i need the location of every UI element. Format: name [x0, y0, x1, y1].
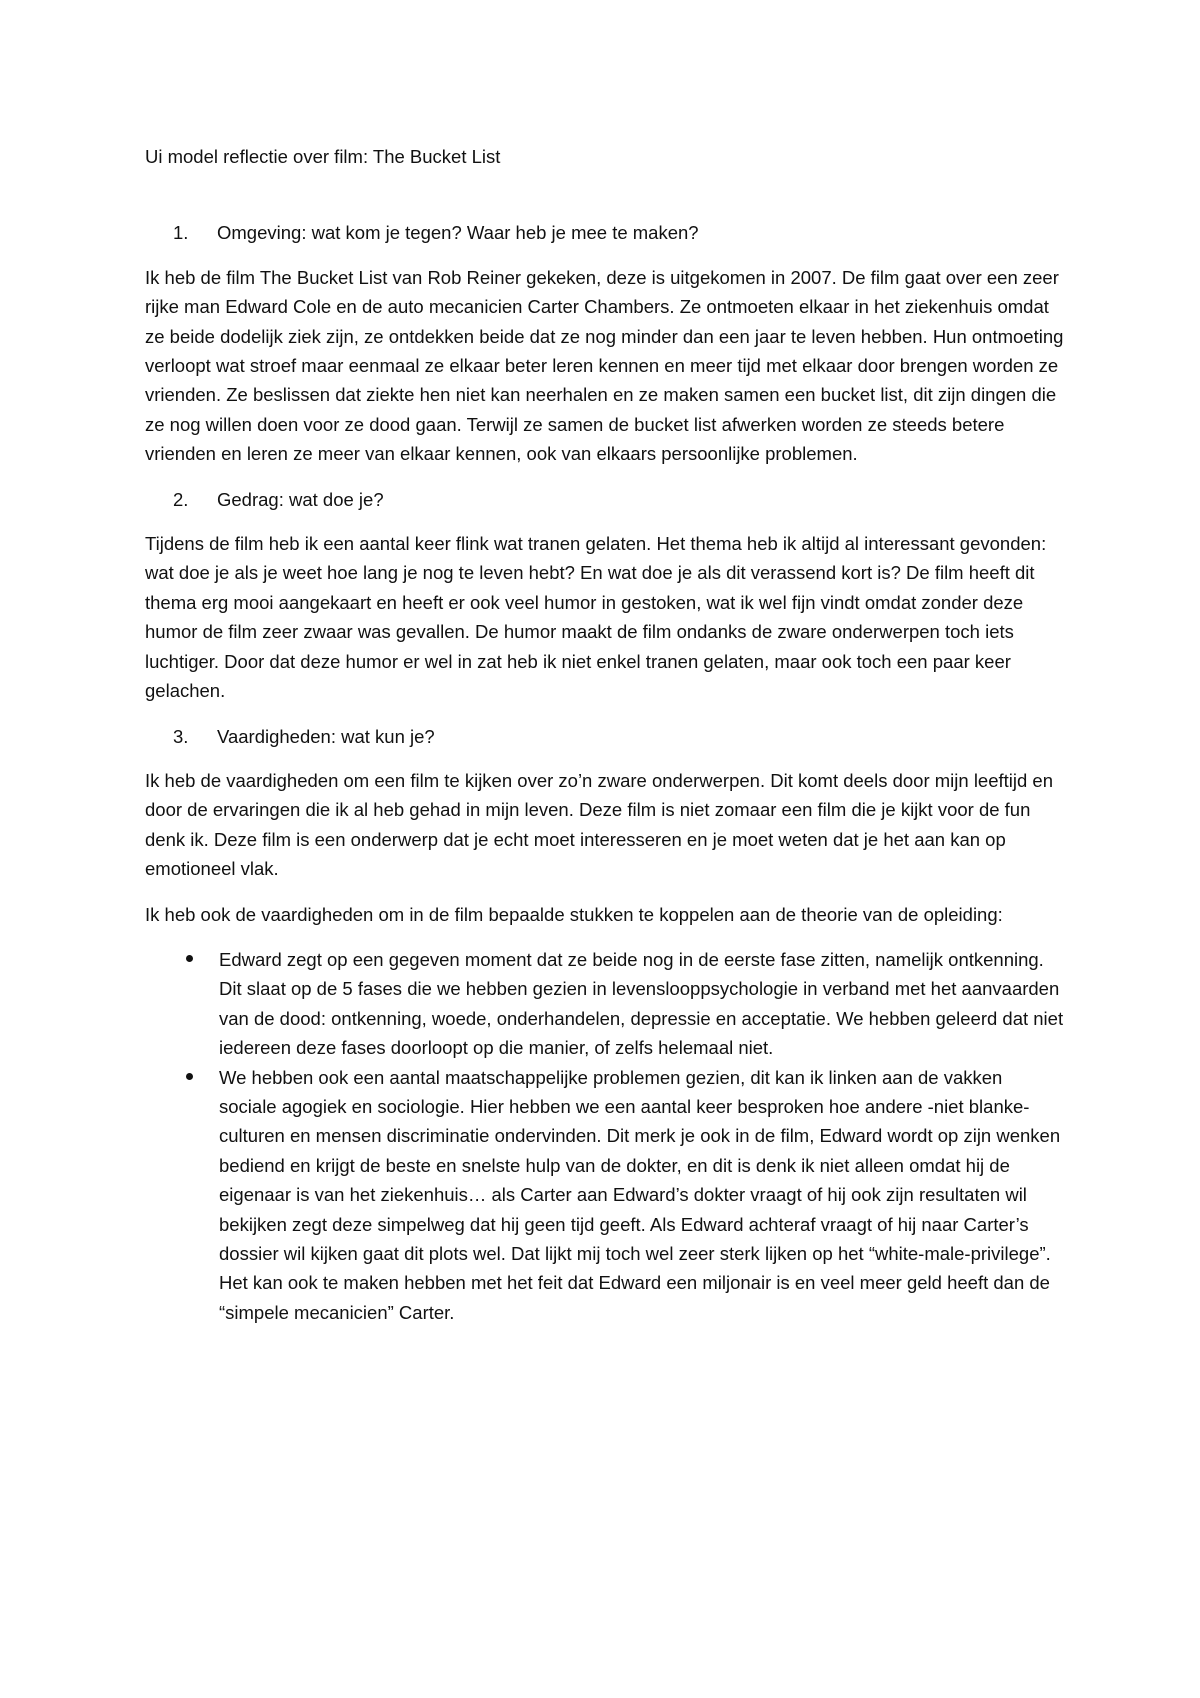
- paragraph: Ik heb de vaardigheden om een film te kijken over zo’n zware onderwerpen. Dit komt deels door mijn leeftijd en door de ervaringen die ik al heb gehad in mijn leven. Deze film is niet zomaar een film die je kijkt voor de fun denk ik. Deze film is een onderwerp dat je echt moet interesseren en je moet weten dat je het aan kan op emotioneel vlak.: [145, 769, 1054, 880]
- paragraph: Ik heb ook de vaardigheden om in de film bepaalde stukken te koppelen aan de theorie van de opleiding:: [145, 903, 1003, 925]
- bullet-dot-icon: [186, 1073, 193, 1080]
- section-heading-text: Omgeving: wat kom je tegen? Waar heb je mee te maken?: [217, 222, 699, 244]
- section-number: 3.: [173, 725, 189, 747]
- document-body: [145, 142, 1065, 1327]
- section-number: 2.: [173, 488, 189, 510]
- section-heading-gedrag: [145, 485, 1065, 514]
- section-heading-text: Vaardigheden: wat kun je?: [217, 725, 435, 747]
- bullet-item: [145, 945, 1065, 1063]
- bullet-text: Edward zegt op een gegeven moment dat ze beide nog in de eerste fase zitten, namelijk ontkenning. Dit slaat op de 5 fases die we hebben gezien in levenslooppsychologie in verband met het aanvaarden van de dood: ontkenning, woede, onderhandelen, depressie en acceptatie. We hebben geleerd dat niet iedereen deze fases doorloopt op die manier, of zelfs helemaal niet.: [219, 948, 1064, 1059]
- bullet-item: [145, 1063, 1065, 1328]
- document-title: Ui model reflectie over film: The Bucket List: [145, 146, 501, 167]
- bullet-text: We hebben ook een aantal maatschappelijke problemen gezien, dit kan ik linken aan de vakken sociale agogiek en sociologie. Hier hebben we een aantal keer besproken hoe andere -niet blanke- culturen en mensen discriminatie ondervinden. Dit merk je ook in de film, Edward wordt op zijn wenken bediend en krijgt de beste en snelste hulp van de dokter, en dit is denk ik niet alleen omdat hij de eigenaar is van het ziekenhuis… als Carter aan Edward’s dokter vraagt of hij ook zijn resultaten wil bekijken zegt deze simpelweg dat hij geen tijd geeft. Als Edward achteraf vraagt of hij naar Carter’s dossier wil kijken gaat dit plots wel. Dat lijkt mij toch wel zeer sterk lijken op het “white-male-privilege”. Het kan ook te maken hebben met het feit dat Edward een miljonair is en veel meer geld heeft dan de “simpele mecanicien” Carter.: [219, 1066, 1061, 1323]
- bullet-dot-icon: [186, 955, 193, 962]
- section-heading-omgeving: [145, 218, 1065, 247]
- section-heading-vaardigheden: [145, 722, 1065, 751]
- paragraph: Tijdens de film heb ik een aantal keer flink wat tranen gelaten. Het thema heb ik altijd al interessant gevonden: wat doe je als je weet hoe lang je nog te leven hebt? En wat doe je als dit verassend kort is? De film heeft dit thema erg mooi aangekaart en heeft er ook veel humor in gestoken, wat ik wel fijn vindt omdat zonder deze humor de film zeer zwaar was gevallen. De humor maakt de film ondanks de zware onderwerpen toch iets luchtiger. Door dat deze humor er wel in zat heb ik niet enkel tranen gelaten, maar ook toch een paar keer gelachen.: [145, 533, 1047, 702]
- paragraph: Ik heb de film The Bucket List van Rob Reiner gekeken, deze is uitgekomen in 2007. De film gaat over een zeer rijke man Edward Cole en de auto mecanicien Carter Chambers. Ze ontmoeten elkaar in het ziekenhuis omdat ze beide dodelijk ziek zijn, ze ontdekken beide dat ze nog minder dan een jaar te leven hebben. Hun ontmoeting verloopt wat stroef maar eenmaal ze elkaar beter leren kennen en meer tijd met elkaar door brengen worden ze vrienden. Ze beslissen dat ziekte hen niet kan neerhalen en ze maken samen een bucket list, dit zijn dingen die ze nog willen doen voor ze dood gaan. Terwijl ze samen de bucket list afwerken worden ze steeds betere vrienden en leren ze meer van elkaar kennen, ook van elkaars persoonlijke problemen.: [145, 266, 1064, 465]
- section-number: 1.: [173, 222, 189, 244]
- section-heading-text: Gedrag: wat doe je?: [217, 488, 384, 510]
- bullet-list: [145, 945, 1065, 1327]
